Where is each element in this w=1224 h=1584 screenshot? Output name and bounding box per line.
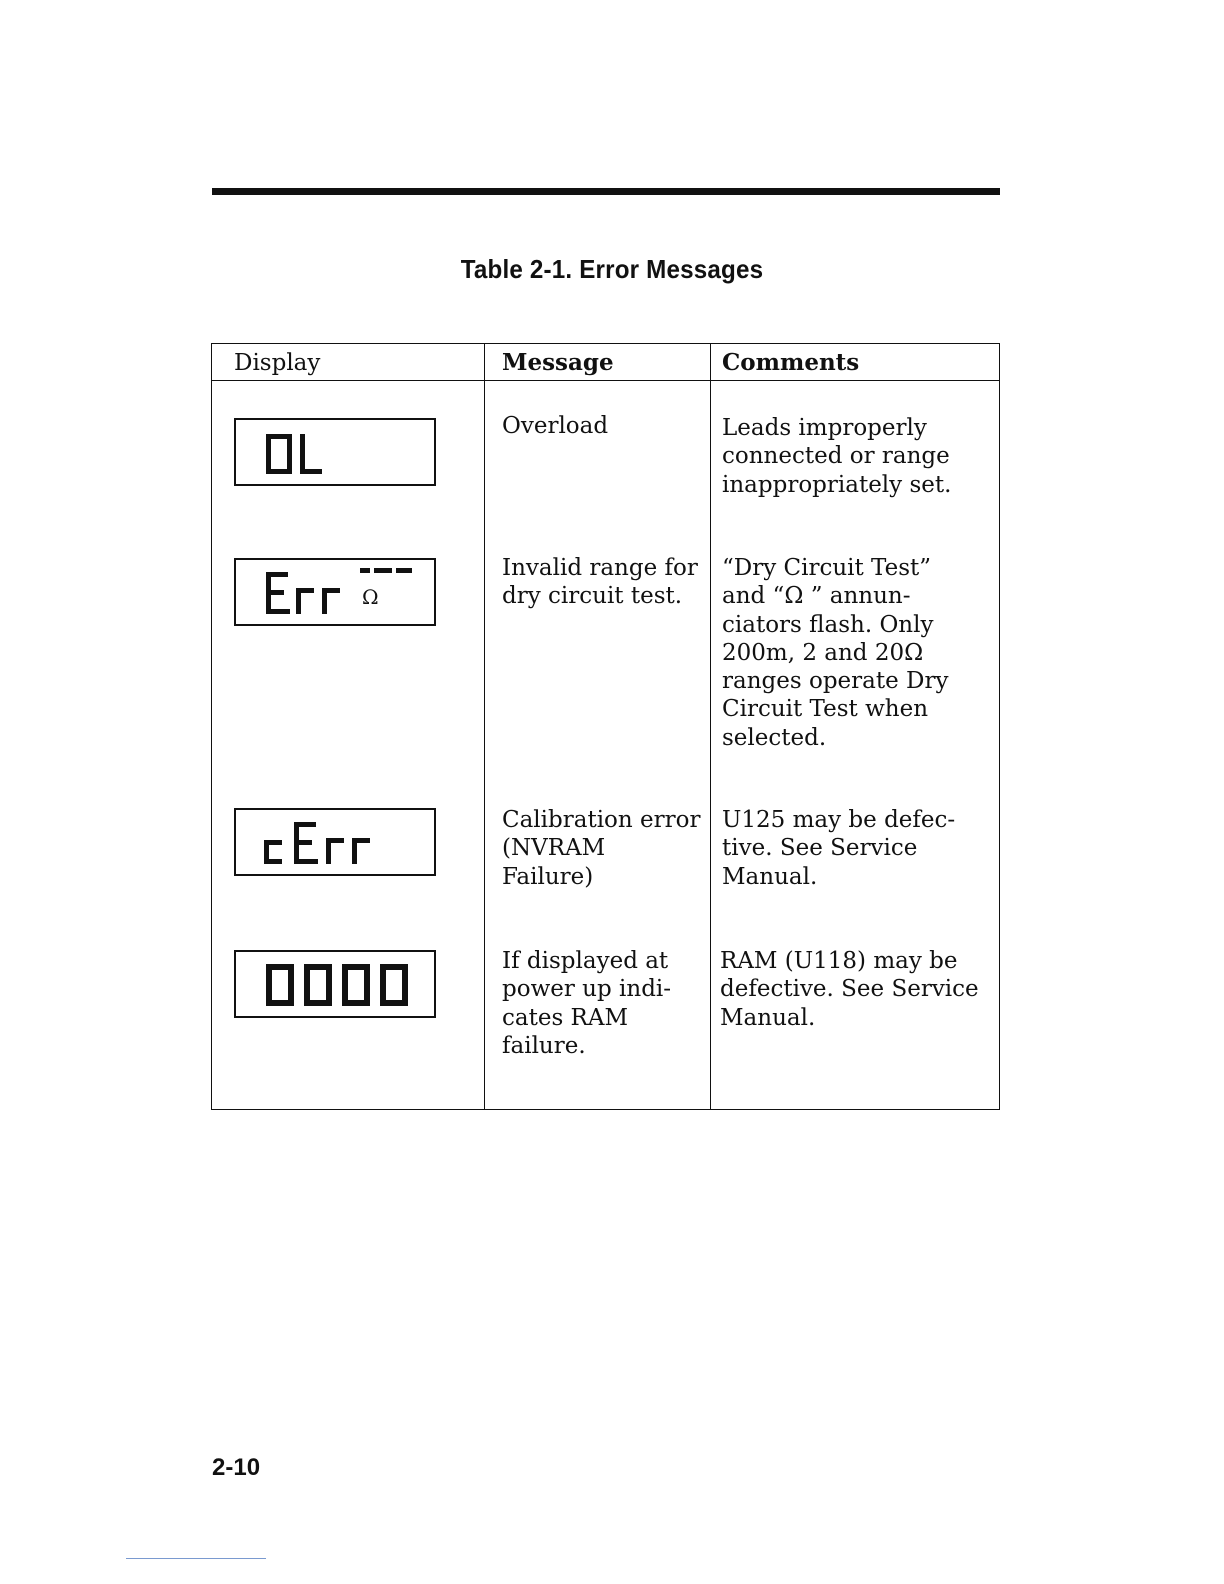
top-rule	[212, 188, 1000, 195]
error-messages-table	[211, 343, 1000, 1110]
header-comments: Comments	[722, 349, 860, 376]
lcd-display-overload	[234, 418, 436, 486]
message-ram: If displayed at power up indi- cates RAM failure.	[502, 948, 672, 1059]
comment-overload: Leads improperly connected or range inappropriately set.	[722, 415, 952, 498]
comment-cerr: U125 may be defec- tive. See Service Manual.	[722, 807, 956, 890]
comment-ram: RAM (U118) may be defective. See Service Manual.	[720, 948, 979, 1031]
message-overload: Overload	[502, 413, 609, 439]
message-err-ohm: Invalid range for dry circuit test.	[502, 555, 698, 610]
lcd-display-0000	[234, 950, 436, 1018]
comment-err-ohm: “Dry Circuit Test” and “Ω ” annun- ciators flash. Only 200m, 2 and 20Ω ranges operate Dry Circuit Test when selected.	[722, 555, 949, 751]
footer-line	[126, 1558, 266, 1559]
header-divider	[212, 380, 999, 381]
message-cerr: Calibration error (NVRAM Failure)	[502, 807, 701, 890]
header-display: Display	[234, 350, 321, 376]
lcd-display-cerr	[234, 808, 436, 876]
lcd-display-err-ohm	[234, 558, 436, 626]
column-divider	[484, 344, 485, 1109]
header-message: Message	[502, 349, 614, 376]
table-title: Table 2-1. Error Messages	[460, 254, 764, 284]
column-divider	[710, 344, 711, 1109]
ohm-icon: Ω	[362, 585, 379, 609]
page-number: 2-10	[212, 1454, 261, 1481]
